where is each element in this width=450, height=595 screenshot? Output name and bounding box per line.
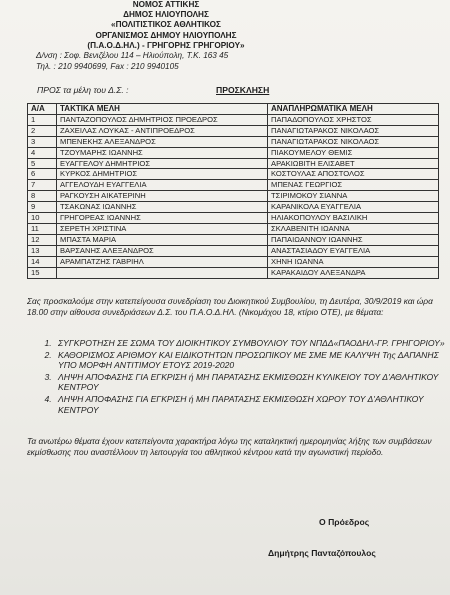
regular-member: ΠΑΝΤΑΖΟΠΟΥΛΟΣ ΔΗΜΗΤΡΙΟΣ ΠΡΟΕΔΡΟΣ: [57, 114, 268, 125]
substitute-member: ΠΑΝΑΓΙΩΤΑΡΑΚΟΣ ΝΙΚΟΛΑΟΣ: [268, 125, 439, 136]
substitute-member: ΚΑΡΑΝΙΚΟΛΑ ΕΥΑΓΓΕΛΙΑ: [268, 202, 439, 213]
row-number: 13: [28, 245, 57, 256]
document-title: ΠΡΟΣΚΛΗΣΗ: [216, 85, 270, 95]
table-row: [28, 158, 439, 169]
letterhead-line: ΝΟΜΟΣ ΑΤΤΙΚΗΣ: [132, 0, 200, 9]
regular-member: ΖΑΧΕΙΛΑΣ ΛΟΥΚΑΣ - ΑΝΤΙΠΡΟΕΔΡΟΣ: [57, 125, 268, 136]
signatory-name: Δημήτρης Πανταζόπουλος: [268, 548, 376, 558]
substitute-member: ΚΟΣΤΟΥΛΑΣ ΑΠΟΣΤΟΛΟΣ: [268, 169, 439, 180]
regular-member: ΜΠΕΝΕΚΗΣ ΑΛΕΞΑΝΔΡΟΣ: [57, 136, 268, 147]
row-number: 9: [28, 202, 57, 213]
letterhead-phone: Τηλ. : 210 9940699, Fax : 210 9940105: [36, 62, 179, 72]
row-number: 12: [28, 234, 57, 245]
table-row: [28, 136, 439, 147]
regular-member: ΑΡΑΜΠΑΤΖΗΣ ΓΑΒΡΙΗΛ: [57, 256, 268, 267]
closing-paragraph: Τα ανωτέρω θέματα έχουν κατεπείγοντα χαρακτήρα λόγω της καταληκτική ημερομηνίας λήξης των συμβάσεων εκμίσθωσης που αναστέλλουν τη λειτουργία του αθλητικού κέντρου κατά την αγωνιστική περίοδο.: [27, 436, 432, 457]
table-row: [28, 245, 439, 256]
table-row: [28, 180, 439, 191]
row-number: 10: [28, 213, 57, 224]
table-row: [28, 202, 439, 213]
agenda-item: 4. ΛΗΨΗ ΑΠΟΦΑΣΗΣ ΓΙΑ ΕΓΚΡΙΣΗ ή ΜΗ ΠΑΡΑΤΑΣΗΣ ΕΚΜΙΣΘΩΣΗ ΧΩΡΟΥ ΤΟΥ Δ'ΑΘΛΗΤΙΚΟΥ ΚΕΝΤΡΟΥ: [54, 394, 450, 415]
letterhead: [36, 0, 296, 72]
regular-member: ΜΠΑΣΤΑ ΜΑΡΙΑ: [57, 234, 268, 245]
row-number: 5: [28, 158, 57, 169]
letterhead-line: ΔΗΜΟΣ ΗΛΙΟΥΠΟΛΗΣ: [123, 10, 209, 20]
intro-paragraph: Σας προσκαλούμε στην κατεπείγουσα συνεδρίαση του Διοικητικού Συμβουλίου, τη Δευτέρα, 30/9/2019 και ώρα 18.00 στην αίθουσα συνεδριάσεων Δ.Σ. του Π.Α.Ο.Δ.ΗΛ. (Νικομάχου 18, κτίριο ΟΤΕ), με θέματα:: [27, 296, 433, 317]
substitute-member: ΧΗΝΗ ΙΩΑΝΝΑ: [268, 256, 439, 267]
regular-member: ΣΕΡΕΤΗ ΧΡΙΣΤΙΝΑ: [57, 223, 268, 234]
row-number: 3: [28, 136, 57, 147]
substitute-member: ΗΛΙΑΚΟΠΟΥΛΟΥ ΒΑΣΙΛΙΚΗ: [268, 213, 439, 224]
table-row: [28, 256, 439, 267]
table-row: [28, 234, 439, 245]
row-number: 2: [28, 125, 57, 136]
table-row: [28, 114, 439, 125]
regular-member: ΤΖΟΥΜΑΡΗΣ ΙΩΑΝΝΗΣ: [57, 147, 268, 158]
regular-member: ΕΥΑΓΓΕΛΟΥ ΔΗΜΗΤΡΙΟΣ: [57, 158, 268, 169]
table-row: [28, 147, 439, 158]
agenda-item: 3. ΛΗΨΗ ΑΠΟΦΑΣΗΣ ΓΙΑ ΕΓΚΡΙΣΗ ή ΜΗ ΠΑΡΑΤΑΣΗΣ ΕΚΜΙΣΘΩΣΗ ΚΥΛΙΚΕΙΟΥ ΤΟΥ Δ'ΑΘΛΗΤΙΚΟΥ ΚΕΝΤΡΟΥ: [54, 372, 450, 393]
agenda-list: [36, 338, 450, 416]
substitute-member: ΤΣΙΡΙΜΟΚΟΥ ΣΙΑΝΝΑ: [268, 191, 439, 202]
table-header-row: [28, 104, 439, 115]
table-row: [28, 223, 439, 234]
regular-member: ΑΓΓΕΛΟΥΔΗ ΕΥΑΓΓΕΛΙΑ: [57, 180, 268, 191]
letterhead-line: ΟΡΓΑΝΙΣΜΟΣ ΔΗΜΟΥ ΗΛΙΟΥΠΟΛΗΣ: [95, 30, 237, 40]
table-body: [28, 114, 439, 278]
letterhead-line: «ΠΟΛΙΤΙΣΤΙΚΟΣ ΑΘΛΗΤΙΚΟΣ: [111, 20, 221, 30]
regular-member: ΤΣΑΚΩΝΑΣ ΙΩΑΝΝΗΣ: [57, 202, 268, 213]
regular-member: ΡΑΓΚΟΥΣΗ ΑΙΚΑΤΕΡΙΝΗ: [57, 191, 268, 202]
substitute-member: ΣΚΛΑΒΕΝΙΤΗ ΙΩΑΝΝΑ: [268, 223, 439, 234]
agenda-item: 2. ΚΑΘΟΡΙΣΜΟΣ ΑΡΙΘΜΟΥ ΚΑΙ ΕΙΔΙΚΟΤΗΤΩΝ ΠΡΟΣΩΠΙΚΟΥ ΜΕ ΣΜΕ ΜΕ ΚΑΛΥΨΗ Της ΔΑΠΑΝΗΣ ΥΠΟ ΜΟΡΦΗ ΑΝΤΙΤΙΜΟΥ ΕΤΟΥΣ 2019-2020: [54, 350, 450, 371]
substitute-member: ΠΑΠΑΙΩΑΝΝΟΥ ΙΩΑΝΝΗΣ: [268, 234, 439, 245]
column-header-substitute: ΑΝΑΠΛΗΡΩΜΑΤΙΚΑ ΜΕΛΗ: [268, 104, 439, 115]
row-number: 8: [28, 191, 57, 202]
row-number: 15: [28, 267, 57, 278]
substitute-member: ΜΠΕΝΑΣ ΓΕΩΡΓΙΟΣ: [268, 180, 439, 191]
substitute-member: ΠΙΑΚΟΥΜΕΛΟΥ ΘΕΜΙΣ: [268, 147, 439, 158]
agenda-item: 1. ΣΥΓΚΡΟΤΗΣΗ ΣΕ ΣΩΜΑ ΤΟΥ ΔΙΟΙΚΗΤΙΚΟΥ ΣΥΜΒΟΥΛΙΟΥ ΤΟΥ ΝΠΔΔ«ΠΑΟΔΗΛ-ΓΡ. ΓΡΗΓΟΡΙΟΥ»: [54, 338, 450, 349]
recipients-line: ΠΡΟΣ τα μέλη του Δ.Σ. :: [37, 85, 129, 95]
substitute-member: ΑΝΑΣΤΑΣΙΑΔΟΥ ΕΥΑΓΓΕΛΙΑ: [268, 245, 439, 256]
substitute-member: ΑΡΑΚΙΩΒΙΤΗ ΕΛΙΣΑΒΕΤ: [268, 158, 439, 169]
table-row: [28, 191, 439, 202]
row-number: 7: [28, 180, 57, 191]
row-number: 11: [28, 223, 57, 234]
substitute-member: ΠΑΠΑΔΟΠΟΥΛΟΣ ΧΡΗΣΤΟΣ: [268, 114, 439, 125]
closing-title: Ο Πρόεδρος: [319, 517, 370, 527]
board-members-table: [27, 103, 439, 279]
letterhead-line: (Π.Α.Ο.Δ.ΗΛ.) - ΓΡΗΓΟΡΗΣ ΓΡΗΓΟΡΙΟΥ»: [87, 40, 245, 50]
column-header-regular: ΤΑΚΤΙΚΑ ΜΕΛΗ: [57, 104, 268, 115]
row-number: 6: [28, 169, 57, 180]
table-row: [28, 267, 439, 278]
substitute-member: ΚΑΡΑΚΑΙΔΟΥ ΑΛΕΞΑΝΔΡΑ: [268, 267, 439, 278]
row-number: 14: [28, 256, 57, 267]
regular-member: ΚΥΡΚΟΣ ΔΗΜΗΤΡΙΟΣ: [57, 169, 268, 180]
regular-member: [57, 267, 268, 278]
regular-member: ΒΑΡΣΑΝΗΣ ΑΛΕΞΑΝΔΡΟΣ: [57, 245, 268, 256]
table-row: [28, 213, 439, 224]
row-number: 4: [28, 147, 57, 158]
substitute-member: ΠΑΝΑΓΙΩΤΑΡΑΚΟΣ ΝΙΚΟΛΑΟΣ: [268, 136, 439, 147]
letterhead-address: Δ/νση : Σοφ. Βενιζέλου 114 – Ηλιούπολη, Τ.Κ. 163 45: [36, 51, 229, 61]
column-header-aa: Α/Α: [28, 104, 57, 115]
regular-member: ΓΡΗΓΟΡΕΑΣ ΙΩΑΝΝΗΣ: [57, 213, 268, 224]
row-number: 1: [28, 114, 57, 125]
table-row: [28, 169, 439, 180]
table-row: [28, 125, 439, 136]
